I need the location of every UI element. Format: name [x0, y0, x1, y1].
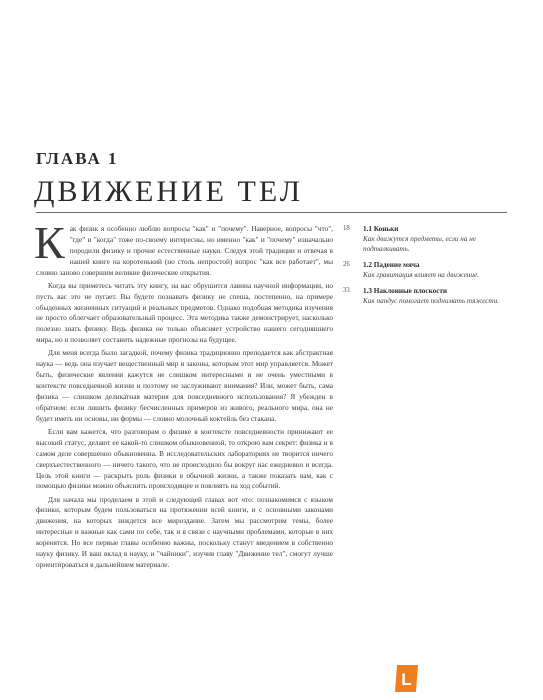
- logo-letter: L: [401, 670, 412, 689]
- toc-title: 1.3 Наклонные плоскости: [363, 287, 448, 295]
- drop-cap: К: [34, 217, 65, 268]
- chapter-label: ГЛАВА 1: [36, 149, 119, 168]
- divider: [36, 212, 507, 213]
- toc-item[interactable]: [343, 260, 511, 280]
- toc-description: Как пандус помогает поднимать тяжести.: [363, 297, 499, 305]
- toc-page-number: 33: [343, 287, 350, 294]
- toc-title: 1.2 Падение мяча: [363, 261, 420, 269]
- toc-item[interactable]: [343, 224, 511, 254]
- toc-page-number: 18: [343, 225, 350, 232]
- chapter-title: ДВИЖЕНИЕ ТЕЛ: [34, 175, 304, 208]
- paragraph-text: ак физик я особенно люблю вопросы "как" и "почему". Наверное, вопросы "что", "где" и "когда" тоже по-своему интересны, но именно "как" и "почему" изначально породили физику и прочие естественные науки. Следуя этой традиции и отвечая в нашей книге на коротенький (но столь непростой) вопрос "как все работает", мы словно заново совершим великие физические открытия.: [36, 224, 333, 277]
- paragraph-intro: [34, 217, 333, 279]
- toc-description: Как движутся предметы, если на не подталкивать.: [363, 235, 476, 253]
- toc-title: 1.1 Коньки: [363, 225, 399, 233]
- main-text: [34, 217, 333, 573]
- toc-page-number: 26: [343, 261, 350, 268]
- toc-description: Как гравитация влияет на движение.: [363, 271, 479, 279]
- chapter-contents: [343, 224, 511, 312]
- paragraph: Если вам кажется, что разговорам о физике в контексте повседневности принижают ее высокий статус, делают ее какой-то слишком обыкновенной, то открою вам секрет: физика и в самом деле совершенно обыкновенна. В исследовательских лабораториях не творится ничего сверхъестественного — ничего такого, что не происходило бы вокруг нас ежедневно и всегда. Цель этой книги — раскрыть роль физики в обычной жизни, а также показать вам, как с помощью физики можно объяснить происходящее и повлиять на ход событий.: [36, 426, 333, 491]
- paragraph: Для начала мы проделаем в этой и следующей главах вот что: познакомимся с языком физики, которым будем пользоваться на протяжении всей книги, и с основными законами движения, на которых зиждется все мироздание. Затем мы рассмотрим темы, более интересные и важные как сами по себе, так и в связи с научными проблемами, которые в них коренятся. Но все первые главы особенно важны, поскольку станут введением в собственно науку физику. И ваш вклад в науку, и "чайники", изучив главу "Движение тел", смогут лучше ориентироваться в дальнейшем материале.: [36, 494, 333, 569]
- publisher-logo-icon: [393, 664, 420, 693]
- paragraph: Для меня всегда было загадкой, почему физика традиционно преподается как абстрактная наука — ведь она изучает вещественный мир и законы, которым этот мир управляется. Может быть, физические явления кажутся не слишком интересными и не очень уместными в контексте повседневной жизни и поэтому не заслуживают внимания? Или, может быть, сама физика — слишком деликатная материя для повседневного использования? Я убежден в обратном: если лишить физику бесчисленных примеров из живого, реального мира, она не будет иметь ни основы, ни формы — словно молочный коктейль без стакана.: [36, 348, 333, 423]
- paragraph: Когда вы приметесь читать эту книгу, на вас обрушится лавина научной информации, но пусть вас это не пугает. Вы будете познавать физику не спеша, постепенно, на примере обыденных жизненных ситуаций и реальных предметов. Однако подобная методика изучения не просто облегчает образовательный процесс. Эта методика также демонстрирует, насколько полезно знать физику. Ведь физика не только объясняет устройство нашего сегодняшнего мира, но и позволяет составить надежные прогнозы на будущее.: [36, 280, 333, 345]
- toc-item[interactable]: [343, 286, 511, 306]
